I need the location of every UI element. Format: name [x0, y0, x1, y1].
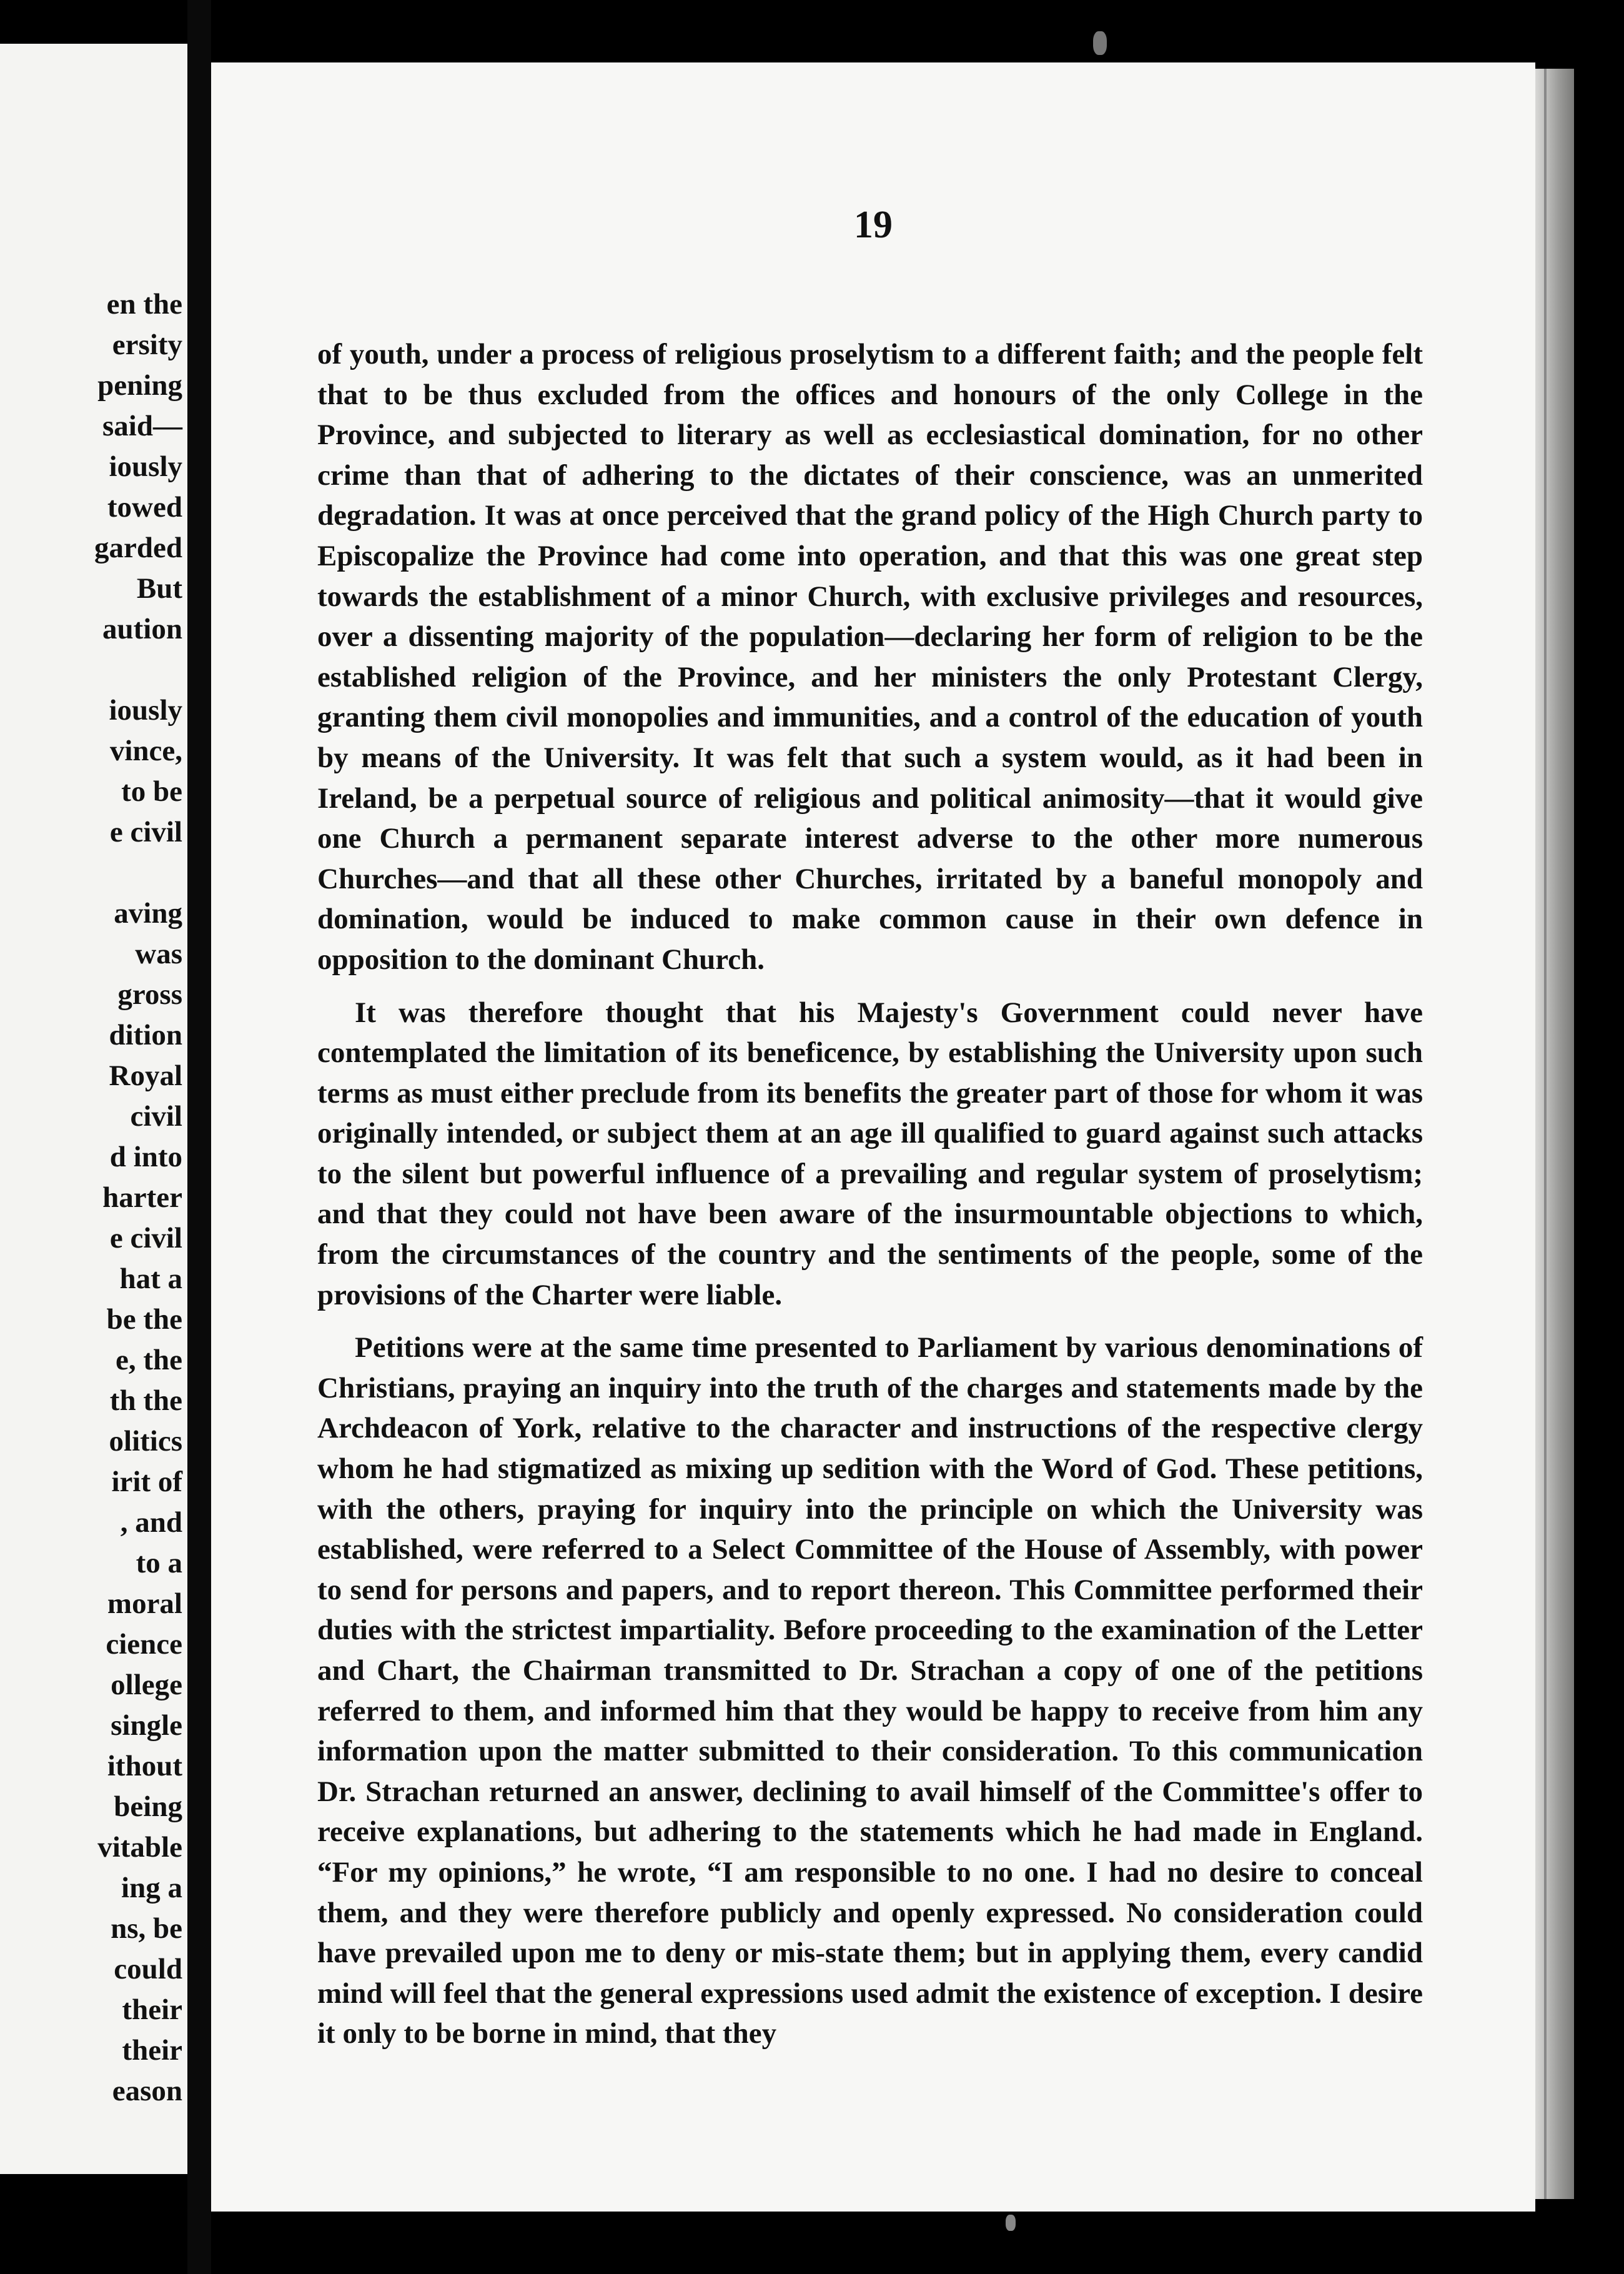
facing-page-line — [94, 650, 182, 690]
facing-page-line: their — [122, 2034, 182, 2067]
facing-page-line: iously — [109, 694, 182, 727]
facing-page-line: , and — [120, 1506, 182, 1539]
facing-page-line: pening — [97, 369, 182, 402]
facing-page-line: e, the — [115, 1344, 182, 1376]
paragraph-3: Petitions were at the same time presented to Parliament by various denominations of Christians, praying an inquiry into the truth of the charges and statements made by the Archdeacon of York, relative to the character and instructions of the respective clergy whom he had stigmatized as mixing up sedition with the Word of God. These petitions, with the others, praying for inquiry into the principle on which the University was established, were referred to a Select Committee of the House of Assembly, with power to send for persons and papers, and to report thereon. This Committee performed their duties with the strictest impartiality. Before proceeding to the examination of the Letter and Chart, the Chairman transmitted to Dr. Strachan a copy of one of the petitions referred to them, and informed him that they would be happy to receive from him any information upon the matter submitted to their consideration. To this communication Dr. Strachan returned an answer, declining to avail himself of the Committee's offer to receive explanations, but adhering to the statements which he had made in England. “For my opinions,” he wrote, “I am responsible to no one. I had no desire to conceal them, and they were therefore publicly and openly expressed. No consideration could have prevailed upon me to deny or mis-state them; but in applying them, every candid mind will feel that the general expressions used admit the existence of exception. I desire it only to be borne in mind, that they — [317, 1331, 1423, 2050]
facing-page-line: aution — [102, 613, 182, 645]
facing-page-line: was — [135, 938, 182, 970]
scan-mark-bottom — [1006, 2215, 1016, 2231]
facing-page-line: en the — [106, 288, 182, 320]
facing-page-line: hat a — [119, 1263, 182, 1295]
facing-page-line: olitics — [109, 1425, 182, 1457]
facing-page-line: ollege — [111, 1669, 182, 1701]
facing-page-line: aving — [114, 897, 182, 930]
facing-page-line: being — [114, 1790, 182, 1823]
facing-page-line: said— — [102, 410, 182, 442]
facing-page-line: d into — [109, 1141, 182, 1173]
book-gutter — [187, 0, 211, 2274]
facing-page-line: iously — [109, 450, 182, 483]
facing-page-line: e civil — [109, 1222, 182, 1254]
facing-page-line: could — [114, 1953, 182, 1985]
facing-page-line: vitable — [97, 1831, 182, 1864]
facing-page-line: Royal — [109, 1060, 182, 1092]
facing-page-line: But — [136, 572, 182, 605]
facing-page — [0, 44, 187, 2174]
facing-page-line: gross — [117, 978, 182, 1011]
facing-page-line: moral — [107, 1587, 182, 1620]
facing-page-line: harter — [102, 1181, 182, 1214]
facing-page-line: single — [111, 1709, 182, 1742]
paragraph-2: It was therefore thought that his Majesty's Government could never have contemplated the limitation of its beneficence, by establishing the University upon such terms as must either preclude from its benefits the greater part of those for whom it was originally intended, or subject them at an age ill qualified to guard against such attacks to the silent but powerful influence of a prevailing and regular system of proselytism; and that they could not have been aware of the insurmountable objections to which, from the circumstances of the country and the sentiments of the people, some of the provisions of the Charter were liable. — [317, 996, 1423, 1311]
facing-page-line: vince, — [109, 735, 182, 767]
facing-page-line — [94, 853, 182, 893]
page-number: 19 — [854, 204, 893, 246]
facing-page-line: ing a — [121, 1872, 182, 1904]
facing-page-line: irit of — [111, 1466, 182, 1498]
scan-mark-top — [1093, 31, 1107, 55]
facing-page-line: dition — [109, 1019, 182, 1051]
facing-page-line: ersity — [112, 329, 182, 361]
page-body — [317, 334, 1423, 2054]
facing-page-line: garded — [94, 532, 182, 564]
facing-page-line: ns, be — [111, 1912, 182, 1945]
page-edge — [1535, 69, 1574, 2199]
facing-page-line: to be — [121, 775, 182, 808]
facing-page-line: to a — [136, 1547, 182, 1579]
facing-page-line: e civil — [109, 816, 182, 848]
facing-page-line: ithout — [107, 1750, 182, 1782]
facing-page-text — [94, 284, 182, 2112]
facing-page-line: civil — [130, 1100, 182, 1133]
paragraph-1: of youth, under a process of religious proselytism to a different faith; and the people felt that to be thus excluded from the offices and honours of the only College in the Province, and subjected to literary as well as ecclesiastical domination, for no other crime than that of adhering to the dictates of their conscience, was an unmerited degradation. It was at once perceived that the grand policy of the High Church party to Episcopalize the Province had come into operation, and that this was one great step towards the establishment of a minor Church, with exclusive privileges and resources, over a dissenting majority of the population—declaring her form of religion to be the established religion of the Province, and her ministers the only Protestant Clergy, granting them civil monopolies and immunities, and a control of the education of youth by means of the University. It was felt that such a system would, as it had been in Ireland, be a perpetual source of religious and political animosity—that it would give one Church a permanent separate interest adverse to the other more numerous Churches—and that all these other Churches, irritated by a baneful monopoly and domination, would be induced to make common cause in their own defence in opposition to the dominant Church. — [317, 338, 1423, 976]
facing-page-line: th the — [109, 1384, 182, 1417]
facing-page-line: be the — [106, 1303, 182, 1336]
facing-page-line: eason — [112, 2075, 182, 2107]
facing-page-line: cience — [106, 1628, 182, 1661]
book-page — [211, 62, 1535, 2212]
facing-page-line: towed — [107, 491, 182, 524]
facing-page-line: their — [122, 1993, 182, 2026]
